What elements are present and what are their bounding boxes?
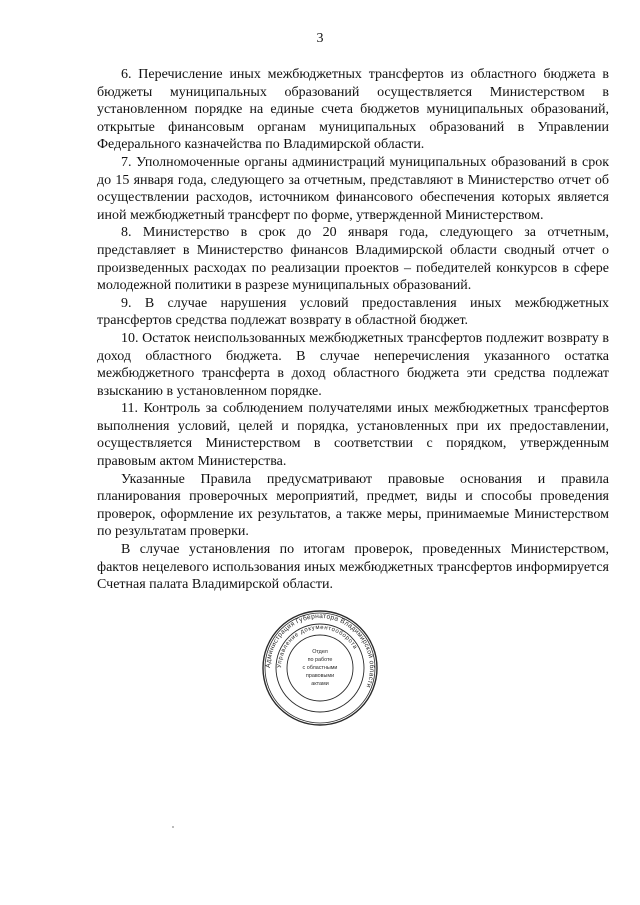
paragraph-6: 6. Перечисление иных межбюджетных трансфертов из областного бюджета в бюджеты муниципальных образований осуществляется Министерством в установленном порядке на единые счета бюджетов муниципальных образований, открытые финансовым органам муниципальных образований в Управлении Федерального казначейства по Владимирской области. [97, 67, 609, 153]
paragraph-9: 9. В случае нарушения условий предоставления иных межбюджетных трансфертов средства подлежат возврату в областной бюджет. [97, 295, 609, 329]
stamp-center-line: актами [311, 681, 329, 687]
paragraph-7: 7. Уполномоченные органы администраций муниципальных образований в срок до 15 января года, следующего за отчетным, представляют в Министерство отчет об осуществлении расходов, источником финансового обеспечения которых является иной межбюджетный трансферт по форме, утвержденной Министерством. [97, 154, 609, 223]
document-body [97, 66, 609, 594]
scan-artifact [172, 826, 174, 828]
stamp-center-line: правовыми [305, 673, 335, 679]
paragraph-11: 11. Контроль за соблюдением получателями иных межбюджетных трансфертов выполнения условий, целей и порядка, установленных при их предоставлении, осуществляется Министерством в соответствии с порядком, утвержденным правовым актом Министерства. [97, 401, 609, 470]
stamp-center-line: с областными [302, 665, 338, 671]
paragraph-audit: В случае установления по итогам проверок, проведенных Министерством, фактов нецелевого использования иных межбюджетных трансфертов информируется Счетная палата Владимирской области. [97, 542, 609, 593]
stamp-outer-text: Администрация Губернатора Владимирской области [264, 612, 376, 689]
stamp-center-line: Отдел [312, 649, 328, 655]
paragraph-8: 8. Министерство в срок до 20 января года, следующего за отчетным, представляет в Министерство финансов Владимирской области сводный отчет о произведенных расходах по реализации проектов – победителей конкурсов в сфере молодежной политики в разрезе муниципальных образований. [97, 225, 609, 294]
official-stamp [261, 609, 379, 727]
stamp-middle-text: Управление документооборота [276, 624, 358, 669]
page-number: 3 [316, 31, 324, 46]
paragraph-10: 10. Остаток неиспользованных межбюджетных трансфертов подлежит возврату в доход областного бюджета. В случае неперечисления указанного остатка межбюджетного трансферта в доход областного бюджета эти средства подлежат взысканию в установленном порядке. [97, 330, 609, 399]
paragraph-rules: Указанные Правила предусматривают правовые основания и правила планирования проверочных мероприятий, предмет, виды и способы проведения проверок, оформление их результатов, а также меры, принимаемые Министерством по результатам проверки. [97, 471, 609, 540]
stamp-center-line: по работе [307, 657, 333, 663]
stamp-seal [261, 609, 379, 727]
